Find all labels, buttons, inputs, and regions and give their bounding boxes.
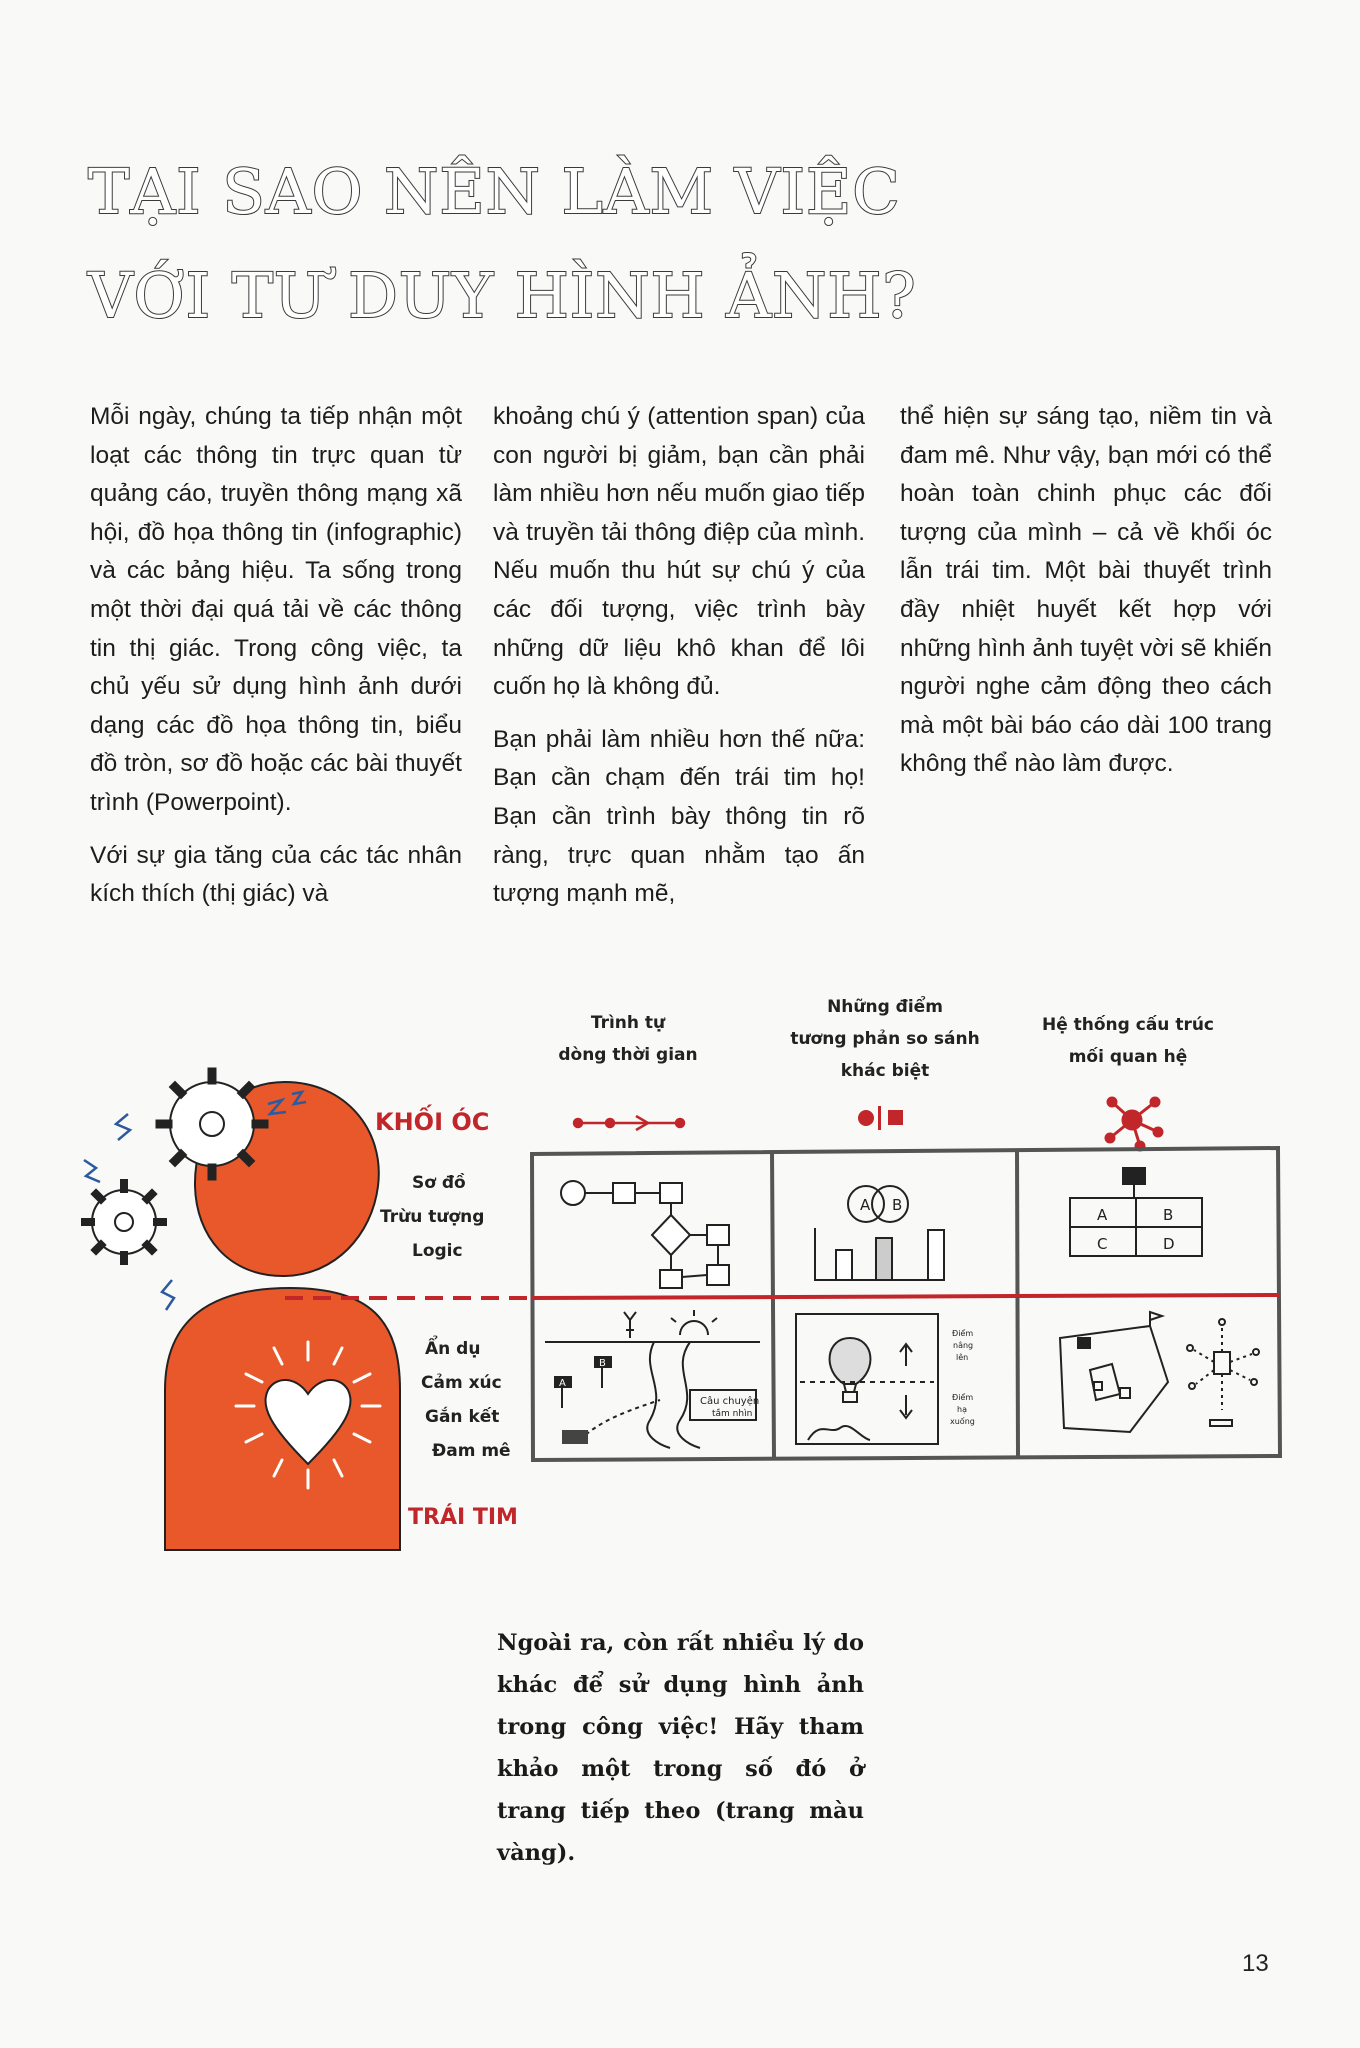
story-road-sketch (545, 1310, 760, 1448)
sign-b-label: B (599, 1358, 606, 1369)
divider-line (532, 1295, 1280, 1298)
head-item: Trừu tượng (380, 1207, 485, 1227)
up-label: Điểm (952, 1329, 974, 1338)
story-label: Câu chuyện (700, 1396, 760, 1407)
structure-sketch (1070, 1168, 1202, 1256)
map-sketch (1060, 1312, 1168, 1432)
timeline-icon (574, 1116, 684, 1130)
column-header-line: Hệ thống cấu trúc (1041, 1015, 1215, 1035)
title-line-1: TẠI SAO NÊN LÀM VIỆC (88, 155, 901, 228)
callout-text: Ngoài ra, còn rất nhiều lý do khác để sử dụng hình ảnh trong công việc! Hãy tham khảo một trong số đó ở trang tiếp theo (trang màu vàng). (497, 1630, 864, 1866)
venn-label-a: A (860, 1196, 871, 1214)
bar-sketch (815, 1228, 945, 1280)
heart-item: Gắn kết (425, 1407, 500, 1427)
heart-item: Ẩn dụ (425, 1339, 481, 1359)
paragraph: Với sự gia tăng của các tác nhân kích thích (thị giác) và (90, 841, 462, 908)
grid-label: D (1163, 1235, 1175, 1253)
down-label: hạ (957, 1405, 967, 1414)
text-column-3 (900, 398, 1272, 798)
heart-item: Đam mê (432, 1441, 511, 1461)
balloon-sketch (796, 1314, 938, 1444)
paragraph: Bạn phải làm nhiều hơn thế nữa: Bạn cần chạm đến trái tim họ! Bạn cần trình bày thông tin rõ ràng, trực quan nhằm tạo ấn tượng mạnh mẽ, (493, 725, 865, 908)
paragraph: Mỗi ngày, chúng ta tiếp nhận một loạt các thông tin trực quan từ quảng cáo, truyền thông mạng xã hội, đồ họa thông tin (infographic) và các bảng hiệu. Ta sống trong một thời đại quá tải về các thông tin thị giác. Trong công việc, ta chủ yếu sử dụng hình ảnh dưới dạng các đồ họa thông tin, biểu đồ tròn, sơ đồ hoặc các bài thuyết trình (Powerpoint). (90, 403, 462, 816)
down-label: xuống (950, 1417, 975, 1426)
paragraph: khoảng chú ý (attention span) của con người bị giảm, bạn cần phải làm nhiều hơn nếu muốn giao tiếp và truyền tải thông điệp của mình. Nếu muốn thu hút sự chú ý của các đối tượng, việc trình bày những dữ liệu khô khan để lôi cuốn họ là không đủ. (493, 403, 865, 701)
column-header-line: Trình tự (590, 1013, 666, 1033)
column-header-line: dòng thời gian (558, 1045, 698, 1065)
head-heart-diagram (0, 990, 1360, 1570)
gear-icon (160, 1072, 264, 1176)
gear-icon (85, 1183, 163, 1261)
up-label: nâng (953, 1341, 974, 1350)
heart-item: Cảm xúc (421, 1373, 502, 1393)
text-column-2 (493, 398, 865, 928)
head-item: Logic (412, 1241, 463, 1261)
up-label: lên (956, 1353, 969, 1362)
head-item: Sơ đồ (412, 1173, 466, 1193)
column-header-line: Những điểm (827, 997, 943, 1017)
column-header-line: mối quan hệ (1068, 1047, 1188, 1067)
column-header-line: tương phản so sánh (790, 1029, 980, 1049)
head-label: KHỐI ÓC (375, 1108, 490, 1136)
page-title (88, 140, 988, 348)
network-icon (1106, 1098, 1162, 1150)
grid-label: A (1097, 1206, 1108, 1224)
story-label: tầm nhìn (712, 1409, 753, 1419)
network-sketch (1187, 1319, 1259, 1426)
sign-a-label: A (559, 1378, 566, 1389)
grid-label: B (1163, 1206, 1174, 1224)
down-label: Điểm (952, 1393, 974, 1402)
venn-label-b: B (892, 1196, 903, 1214)
contrast-icon (858, 1106, 903, 1130)
heart-label: TRÁI TIM (408, 1505, 518, 1530)
page-number: 13 (1242, 1950, 1269, 1977)
text-column-1 (90, 398, 462, 928)
title-line-2: VỚI TƯ DUY HÌNH ẢNH? (88, 259, 917, 332)
column-header-line: khác biệt (840, 1061, 930, 1081)
flowchart-sketch (561, 1181, 729, 1288)
paragraph: thể hiện sự sáng tạo, niềm tin và đam mê. Như vậy, bạn mới có thể hoàn toàn chinh phục các đối tượng của mình – cả về khối óc lẫn trái tim. Một bài thuyết trình đầy nhiệt huyết kết hợp với những hình ảnh tuyệt vời sẽ khiến người nghe cảm động theo cách mà một bài báo cáo dài 100 trang không thể nào làm được. (900, 403, 1272, 778)
car-icon (562, 1430, 588, 1444)
grid-label: C (1097, 1235, 1108, 1253)
